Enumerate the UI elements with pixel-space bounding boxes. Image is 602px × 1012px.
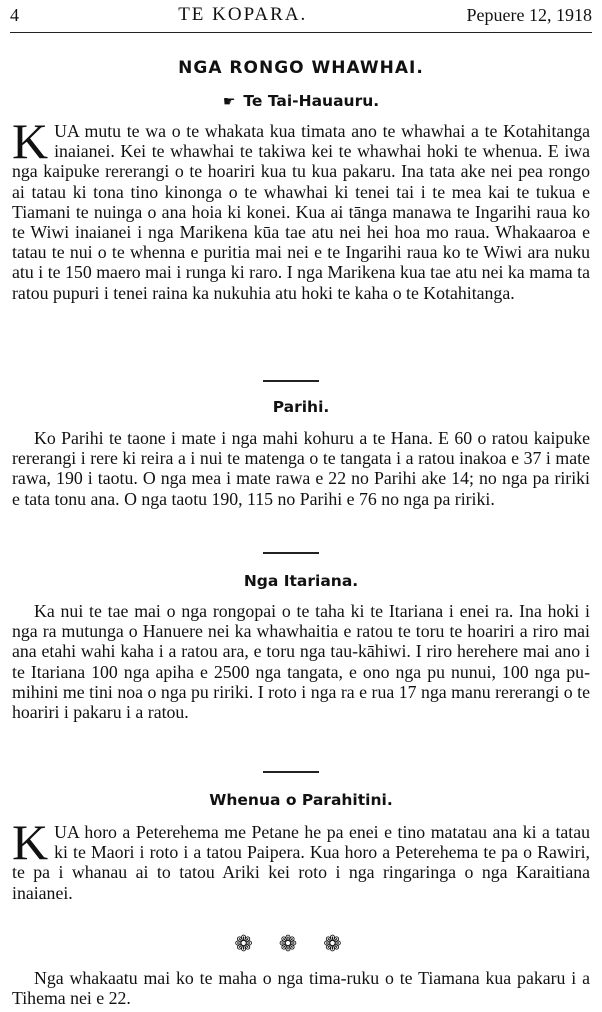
section-heading-parahitini: Whenua o Parahitini.	[209, 791, 393, 809]
drop-cap: K	[12, 113, 49, 169]
section-heading-parihi: Parihi.	[272, 398, 330, 416]
section-heading-tai-hauauru	[0, 92, 602, 110]
main-heading: NGA RONGO WHAWHAI.	[178, 58, 424, 78]
page-header	[10, 2, 592, 28]
closing-note: Nga whakaatu mai ko te maha o nga tima-ruku o te Tiamana kua pakaru i a Tihema nei e 22.	[12, 968, 590, 1009]
section-title: Te Tai-Hauauru.	[243, 92, 380, 110]
drop-cap: K	[12, 814, 49, 870]
article-text: UA mutu te wa o te whakata kua timata ano te whawhai a te Kotahitanga inaianei. Kei te whawhai te takiwa kei te whawhai hoki te whenua. E iwa nga kaipuke rererangi o te hoariri kua tu kua pakaru. Ina tata ake nei pea rongo ai tatau ki tona tino kinonga o te whawhai ki tenei tai i te mea kai te tukua e Tiamani te nuinga o ana hoia ki konei. Kua ai tānga manawa te Ingarihi raua ko te Wiwi inaianei i nga Marikena kūa tae atu nei hei hoa mo raua. Whakaaroa e tatau te nui o te whenna e puritia mai nei e te Ingarihi raua ko te Wiwi ara nuku atu i te 150 maero mai i runga ki raro. I nga Marikena kua tae atu nei ka mama ta ratou pupuri i tenei raina ka nukuhia atu hoki te kaha o te Kotahitanga.	[12, 121, 590, 303]
issue-date: Pepuere 12, 1918	[466, 4, 592, 25]
article-nga-itariana: Ka nui te tae mai o nga rongopai o te taha ki te Itariana i enei ra. Ina hoki i nga ra mutunga o Hanuere nei ka whawhaitia e ratou te toru te hoariri a riro mai ana etahi wahi kaha i a ratou ara, e toru nga tau-kāhiwi. I riro herehere mai ano i te Itariana 100 nga apiha e 2500 nga tangata, e ono nga pu nunui, 100 nga pu-mihini me tini noa o nga pu ririki. I roto i nga ra e rua 17 nga manu rererangi o te hoariri i pakaru i a ratou.	[12, 601, 590, 723]
page-number: 4	[10, 4, 19, 25]
section-divider	[263, 771, 319, 773]
header-rule	[10, 32, 592, 33]
section-heading-nga-itariana: Nga Itariana.	[243, 572, 359, 590]
flower-ornament-icon: ❁	[278, 932, 324, 957]
article-tai-hauauru	[12, 113, 590, 303]
flower-ornament-icon: ❁	[323, 932, 368, 957]
newspaper-title: TE KOPARA.	[178, 4, 308, 25]
article-parihi: Ko Parihi te taone i mate i nga mahi kohuru a te Hana. E 60 o ratou kaipuke rererangi i rere ki reira a i nui te matenga o te tangata i a ratou inakoa e 37 i mate rawa, 190 i taotu. O nga mea i mate rawa e 22 no Parihi ake 14; no nga pa ririki e tata tonu ana. O nga taotu 190, 115 no Parihi e 76 no nga pa ririki.	[12, 428, 590, 509]
section-divider	[263, 552, 319, 554]
article-parahitini	[12, 814, 590, 903]
ornament-row	[0, 932, 602, 957]
flower-ornament-icon: ❁	[234, 932, 279, 957]
article-text: UA horo a Peterehema me Petane he pa enei e tino matatau ana ki a tatau ki te Maori i roto i a tatou Paipera. Kua horo a Peterehema te pa o Rawiri, te pa i whanau ai to tatou Ariki kei roto i nga ringaringa o nga Karaitiana inaianei.	[12, 822, 590, 903]
pointing-hand-icon: ☛	[222, 94, 236, 110]
section-divider	[263, 380, 319, 382]
